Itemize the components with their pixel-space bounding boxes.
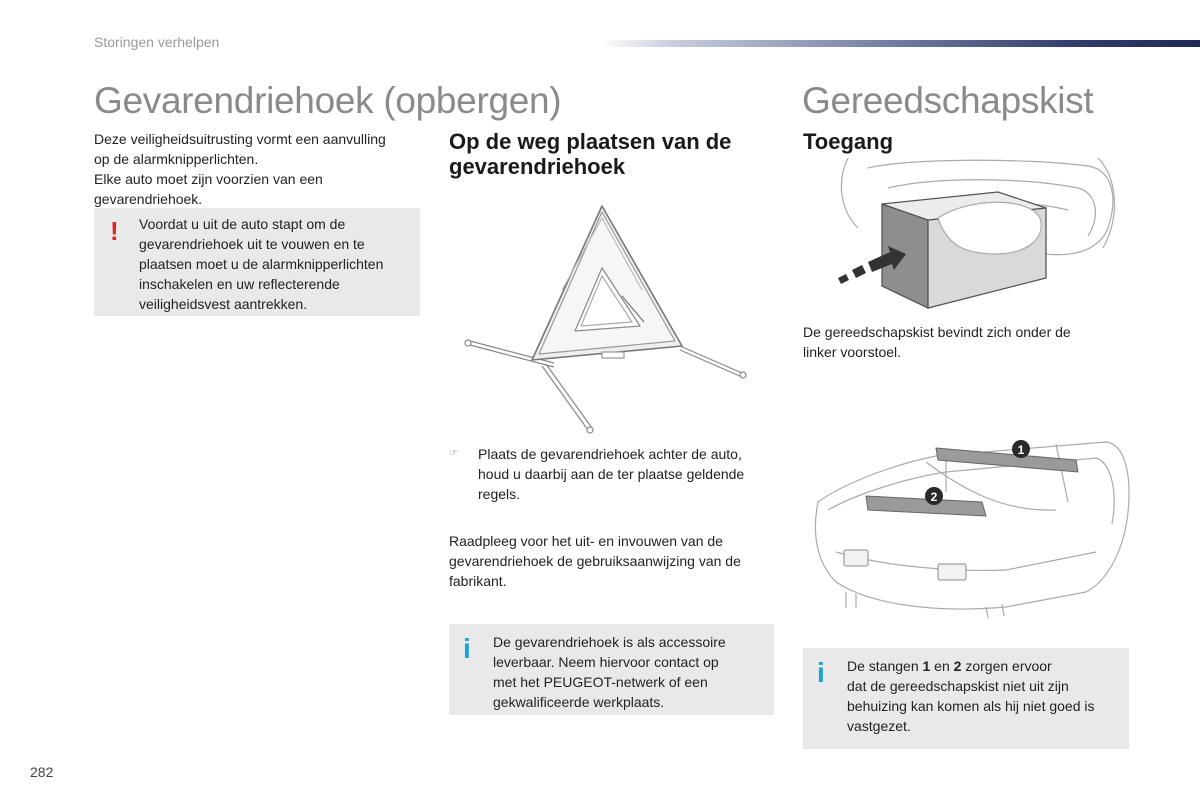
info-text-fragment: De stangen xyxy=(847,658,923,674)
info-text-fragment: zorgen ervoor xyxy=(961,658,1052,674)
intro-line: Elke auto moet zijn voorzien van een xyxy=(94,171,323,187)
header-gradient-bar xyxy=(600,40,1200,47)
subtitle-access: Toegang xyxy=(803,129,894,154)
info-line: dat de gereedschapskist niet uit zijn xyxy=(847,678,1069,694)
seat-toolbox-illustration xyxy=(828,158,1120,318)
consult-paragraph xyxy=(449,531,779,591)
intro-line: gevarendriehoek. xyxy=(94,191,203,207)
info-text-fragment: en xyxy=(930,658,954,674)
instruction-bullet xyxy=(449,444,779,504)
info-icon: i xyxy=(817,657,825,688)
warning-line: veiligheidsvest aantrekken. xyxy=(139,296,308,312)
toolbox-bars-illustration xyxy=(806,432,1136,618)
warning-triangle-illustration xyxy=(462,198,752,434)
section-label: Storingen verhelpen xyxy=(94,34,220,50)
info-line: leverbaar. Neem hiervoor contact op xyxy=(493,654,719,670)
page-title-toolbox: Gereedschapskist xyxy=(802,80,1094,121)
page-title-warning-triangle: Gevarendriehoek (opbergen) xyxy=(94,80,562,121)
intro-paragraph xyxy=(94,129,424,209)
info-line: met het PEUGEOT-netwerk of een xyxy=(493,674,708,690)
consult-line: gevarendriehoek de gebruiksaanwijzing van de xyxy=(449,553,741,569)
caption-line: De gereedschapskist bevindt zich onder de xyxy=(803,324,1071,340)
warning-line: Voordat u uit de auto stapt om de xyxy=(139,216,346,232)
warning-exclamation-icon: ! xyxy=(110,216,119,246)
warning-line: gevarendriehoek uit te vouwen en te xyxy=(139,236,365,252)
info-text xyxy=(847,656,1123,736)
instruction-line: Plaats de gevarendriehoek achter de auto, xyxy=(478,446,742,462)
info-line: gekwalificeerde werkplaats. xyxy=(493,694,665,710)
callout-2-label: 2 xyxy=(930,490,938,504)
page-number: 282 xyxy=(30,764,54,780)
info-line: De gevarendriehoek is als accessoire xyxy=(493,634,726,650)
instruction-text xyxy=(478,444,779,504)
subtitle-line: gevarendriehoek xyxy=(449,154,626,179)
toolbox-caption xyxy=(803,322,1123,362)
info-line: behuizing kan komen als hij niet goed is xyxy=(847,698,1095,714)
caption-line: linker voorstoel. xyxy=(803,344,902,360)
pointing-hand-icon: ☞ xyxy=(449,448,458,459)
info-box-accessory xyxy=(449,624,774,715)
callout-1-label: 1 xyxy=(1017,443,1025,457)
warning-line: inschakelen en uw reflecterende xyxy=(139,276,340,292)
instruction-line: houd u daarbij aan de ter plaatse geldende xyxy=(478,466,745,482)
bar-1-reference: 1 xyxy=(922,658,931,674)
info-line xyxy=(847,656,1123,676)
instruction-line: regels. xyxy=(478,486,521,502)
info-line: vastgezet. xyxy=(847,718,911,734)
info-text xyxy=(493,632,769,712)
bar-2-reference: 2 xyxy=(953,658,962,674)
subtitle-placing-triangle xyxy=(449,129,779,179)
intro-line: op de alarmknipperlichten. xyxy=(94,151,259,167)
warning-box xyxy=(94,208,420,316)
consult-line: Raadpleeg voor het uit- en invouwen van de xyxy=(449,533,723,549)
subtitle-line: Op de weg plaatsen van de xyxy=(449,129,732,154)
info-box-bars xyxy=(803,648,1129,749)
warning-text xyxy=(139,214,417,314)
warning-line: plaatsen moet u de alarmknipperlichten xyxy=(139,256,384,272)
info-icon: i xyxy=(463,633,471,664)
intro-line: Deze veiligheidsuitrusting vormt een aanvulling xyxy=(94,131,386,147)
consult-line: fabrikant. xyxy=(449,573,507,589)
